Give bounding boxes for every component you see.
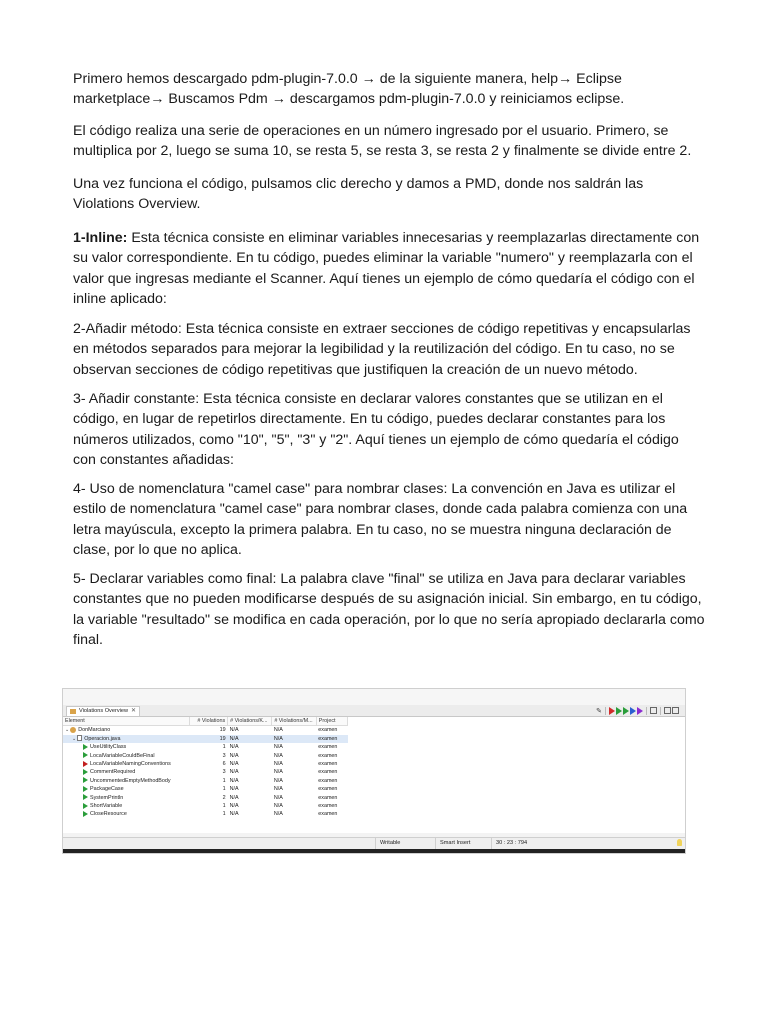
cell-project: examen — [316, 735, 347, 743]
table-row[interactable] — [63, 802, 348, 810]
collapse-all-icon[interactable] — [650, 707, 657, 714]
cell-project: examen — [318, 727, 338, 734]
cell-element — [63, 794, 189, 802]
green-priority-icon — [83, 803, 88, 809]
toolbar-separator — [605, 707, 606, 715]
tab-label: Violations Overview — [79, 708, 129, 714]
paragraph-camel-case: 4- Uso de nomenclatura "camel case" para nombrar clases: La convención en Java es utilizar el estilo de nomenclatura "camel case" para nombrar clases, donde cada palabra comienza con una letra mayúscula, excepto la primera palabra. En tu caso, no se muestra ninguna declaración de clase, por lo que no aplica. — [73, 481, 688, 558]
element-label: Operacion.java — [84, 735, 121, 742]
table-row[interactable] — [63, 752, 348, 760]
inline-heading: 1-Inline: — [73, 230, 128, 246]
status-cursor-position: 30 : 23 : 794 — [491, 838, 556, 849]
filter-priority-2-icon[interactable] — [616, 707, 622, 715]
red-priority-icon — [83, 761, 88, 767]
cell-element — [63, 768, 189, 776]
cell-violations-method: N/A — [273, 727, 283, 734]
filter-priority-3-icon[interactable] — [623, 707, 629, 715]
cell-project: examen — [318, 803, 338, 810]
paragraph-pmd-usage: Una vez funciona el código, pulsamos clic derecho y damos a PMD, donde nos saldrán las Violations Overview. — [73, 176, 644, 213]
package-icon — [70, 727, 76, 733]
cell-project: examen — [318, 794, 338, 801]
cell-violations-kloc: N/A — [229, 811, 239, 818]
cell-violations-kloc: N/A — [228, 735, 272, 743]
violations-table-area — [63, 717, 685, 833]
violations-view-icon — [70, 709, 76, 714]
status-bar — [63, 837, 685, 849]
cell-violations-method: N/A — [273, 811, 283, 818]
minimize-icon[interactable] — [664, 707, 671, 714]
filter-priority-1-icon[interactable] — [609, 707, 615, 715]
cell-element — [63, 785, 189, 793]
lightbulb-icon — [677, 839, 682, 846]
java-file-icon — [77, 735, 82, 741]
paragraph-plugin-install: Primero hemos descargado pdm-plugin-7.0.0 → de la siguiente manera, help→ Eclipse marketplace→ Buscamos Pdm → descargamos pdm-plugin-7.0.0 y reiniciamos eclipse. — [73, 71, 625, 108]
cell-violations: 1 — [222, 803, 226, 810]
close-icon[interactable]: ✕ — [131, 708, 137, 714]
status-insert-mode: Smart Insert — [435, 838, 490, 849]
violations-table — [63, 717, 348, 819]
table-row[interactable] — [63, 726, 348, 735]
cell-violations-method: N/A — [273, 794, 283, 801]
cell-violations-kloc: N/A — [229, 794, 239, 801]
cell-element — [63, 802, 189, 810]
cell-project: examen — [318, 761, 338, 768]
element-label: LocalVariableCouldBeFinal — [90, 752, 155, 759]
cell-project: examen — [318, 769, 338, 776]
inline-body: Esta técnica consiste en eliminar variables innecesarias y reemplazarlas directamente con su valor correspondiente. En tu código, puedes eliminar la variable "numero" y reemplazarla con el valor que ingresas mediante el Scanner. Aquí tienes un ejemplo de cómo quedaría el código con el inline aplicado: — [73, 230, 700, 307]
column-header-project[interactable]: Project — [316, 717, 347, 726]
green-priority-icon — [83, 744, 88, 750]
cell-violations-kloc: N/A — [229, 752, 239, 759]
element-label: ShortVariable — [90, 803, 123, 810]
cell-violations: 19 — [189, 735, 227, 743]
table-row[interactable] — [63, 785, 348, 793]
table-row[interactable] — [63, 760, 348, 768]
view-toolbar — [596, 706, 679, 715]
table-row[interactable] — [63, 768, 348, 776]
table-row[interactable] — [63, 743, 348, 751]
cell-project: examen — [318, 811, 338, 818]
cell-violations: 1 — [222, 744, 226, 751]
cell-project: examen — [318, 786, 338, 793]
cell-violations-kloc: N/A — [229, 744, 239, 751]
cell-violations-kloc: N/A — [229, 727, 239, 734]
cell-violations-kloc: N/A — [229, 769, 239, 776]
cell-violations-method: N/A — [273, 803, 283, 810]
cell-violations-method: N/A — [273, 777, 283, 784]
cell-violations: 3 — [222, 769, 226, 776]
cell-element — [63, 777, 189, 785]
toolbar-separator — [646, 707, 647, 715]
screenshot-top-strip — [63, 689, 685, 705]
cell-violations-method: N/A — [273, 744, 283, 751]
table-row[interactable] — [63, 735, 348, 743]
cell-violations-kloc: N/A — [229, 786, 239, 793]
eclipse-violations-screenshot — [62, 688, 686, 854]
green-priority-icon — [83, 811, 88, 817]
paragraph-final-variables: 5- Declarar variables como final: La palabra clave "final" se utiliza en Java para declarar variables constantes que no pueden modificarse después de su asignación inicial. Sin embargo, en tu código, la variable "resultado" se modifica en cada operación, por lo que no sería apropiado declararla como final. — [73, 571, 705, 648]
cell-violations: 1 — [222, 811, 226, 818]
cell-project: examen — [318, 744, 338, 751]
green-priority-icon — [83, 769, 88, 775]
cell-element — [63, 760, 189, 768]
element-label: UncommentedEmptyMethodBody — [90, 777, 171, 784]
cell-violations: 3 — [222, 752, 226, 759]
paragraph-inline — [73, 228, 705, 309]
status-writable: Writable — [375, 838, 434, 849]
view-tab-bar — [63, 705, 685, 717]
maximize-icon[interactable] — [672, 707, 679, 714]
column-header-element[interactable]: Element — [63, 717, 189, 726]
cell-project: examen — [318, 752, 338, 759]
table-row[interactable] — [63, 810, 348, 818]
tab-violations-overview[interactable] — [66, 706, 140, 716]
chevron-down-icon[interactable]: ⌄ — [72, 735, 77, 742]
green-priority-icon — [83, 794, 88, 800]
green-priority-icon — [83, 752, 88, 758]
cell-violations-method: N/A — [272, 735, 316, 743]
filter-priority-4-icon[interactable] — [630, 707, 636, 715]
pencil-icon[interactable]: ✎ — [596, 707, 602, 715]
green-priority-icon — [83, 777, 88, 783]
cell-element — [63, 735, 189, 743]
cell-element — [63, 743, 189, 751]
cell-violations-method: N/A — [273, 769, 283, 776]
cell-element — [63, 810, 189, 818]
cell-violations-kloc: N/A — [229, 803, 239, 810]
cell-violations: 19 — [219, 727, 226, 734]
cell-violations: 6 — [222, 761, 226, 768]
element-label: CommentRequired — [90, 769, 136, 776]
paragraph-add-method: 2-Añadir método: Esta técnica consiste en extraer secciones de código repetitivas y encapsularlas en métodos separados para mejorar la legibilidad y la reutilización del código. En tu caso, no se observan secciones de código repetitivas que justifiquen la creación de un nuevo método. — [73, 321, 691, 378]
column-header-violations-method[interactable]: # Violations/M... — [272, 717, 316, 726]
element-label: PackageCase — [90, 786, 124, 793]
cell-violations-kloc: N/A — [229, 777, 239, 784]
chevron-down-icon[interactable]: ⌄ — [65, 727, 70, 734]
column-header-violations[interactable]: # Violations — [189, 717, 227, 726]
cell-violations: 1 — [222, 786, 226, 793]
element-label: SystemPrintln — [90, 794, 124, 801]
cell-violations-method: N/A — [273, 752, 283, 759]
table-header-row — [63, 717, 348, 726]
paragraph-add-constant: 3- Añadir constante: Esta técnica consiste en declarar valores constantes que se utilizan en el código, en lugar de repetirlos directamente. En tu código, puedes declarar constantes para los números utilizados, como "10", "5", "3" y "2". Aquí tienes un ejemplo de cómo quedaría el código con constantes añadidas: — [73, 391, 679, 468]
element-label: DonMarciano — [78, 727, 111, 734]
table-row[interactable] — [63, 794, 348, 802]
cell-violations: 1 — [222, 777, 226, 784]
element-label: LocalVariableNamingConventions — [90, 761, 171, 768]
column-header-violations-kloc[interactable]: # Violations/K... — [228, 717, 272, 726]
cell-violations: 2 — [222, 794, 226, 801]
cell-project: examen — [318, 777, 338, 784]
violations-table-body — [63, 726, 348, 819]
cell-violations-method: N/A — [273, 761, 283, 768]
cell-violations-kloc: N/A — [229, 761, 239, 768]
filter-priority-5-icon[interactable] — [637, 707, 643, 715]
toolbar-separator — [660, 707, 661, 715]
cell-violations-method: N/A — [273, 786, 283, 793]
screenshot-bottom-edge — [63, 849, 685, 854]
paragraph-code-description: El código realiza una serie de operaciones en un número ingresado por el usuario. Primero, se multiplica por 2, luego se suma 10, se resta 5, se resta 3, se resta 2 y finalmente se divide entre 2. — [73, 123, 692, 160]
element-label: UseUtilityClass — [90, 744, 127, 751]
table-row[interactable] — [63, 777, 348, 785]
cell-element — [63, 726, 189, 735]
element-label: CloseResource — [90, 811, 127, 818]
cell-element — [63, 752, 189, 760]
green-priority-icon — [83, 786, 88, 792]
